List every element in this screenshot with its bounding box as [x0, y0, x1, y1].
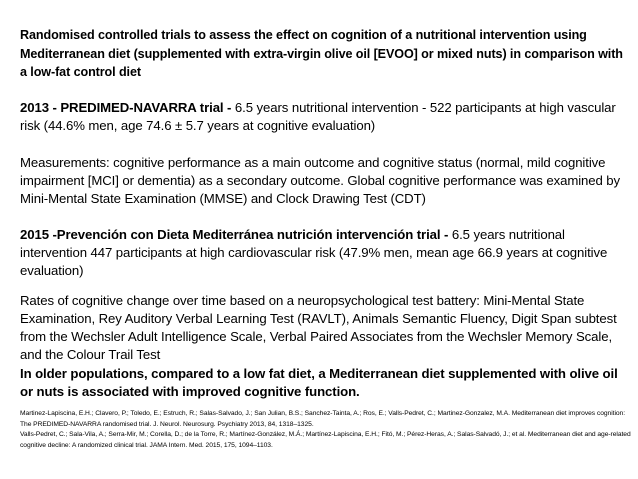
trial-2015-heading: 2015 -Prevención con Dieta Mediterránea nutrición intervención trial - — [20, 227, 452, 242]
rates-paragraph: Rates of cognitive change over time based on a neuropsychological test battery: Mini-Mental State Examination, Rey Auditory Verbal Learning Test (RAVLT), Animals Semantic Fluency, Digit Span subtest from the Wechsler Adult Intelligence Scale, Verbal Paired Associates from the Wechsler Memory Scale, and the Colour Trail Test — [20, 293, 617, 362]
slide-title: Randomised controlled trials to assess the effect on cognition of a nutritional intervention using Mediterranean diet (supplemented with extra-virgin olive oil [EVOO] or mixed nuts) in comparison with a low-fat control diet — [20, 28, 623, 80]
trial-2013-heading: 2013 - PREDIMED-NAVARRA trial - — [20, 100, 235, 115]
trial-2015-paragraph — [20, 226, 626, 279]
conclusion-paragraph: In older populations, compared to a low fat diet, a Mediterranean diet supplemented with olive oil or nuts is associated with improved cognitive function. — [20, 366, 618, 399]
trial-2015-text: 6.5 years nutritional intervention 447 participants at high cardiovascular risk (47.9% men, mean age 66.9 years at cognitive evaluation) — [20, 227, 608, 278]
references — [20, 409, 632, 451]
measurements-paragraph: Measurements: cognitive performance as a main outcome and cognitive status (normal, mild cognitive impairment [MCI] or dementia) as a secondary outcome. Global cognitive performance was examined by Mini-Mental State Examination (MMSE) and Clock Drawing Test (CDT) — [20, 155, 621, 206]
trial-2013-text: 6.5 years nutritional intervention - 522 participants at high vascular risk (44.6% men, age 74.6 ± 5.7 years at cognitive evaluation) — [20, 100, 616, 133]
trial-2013-paragraph — [20, 99, 626, 135]
reference-item: Martinez-Lapiscina, E.H.; Clavero, P.; Toledo, E.; Estruch, R.; Salas-Salvado, J.; San Julian, B.S.; Sanchez-Tainta, A.; Ros, E.; Valls-Pedret, C.; Martinez-Gonzalez, M.A. Mediterranean diet improves cognition: The PREDIMED-NAVARRA randomised trial. J. Neurol. Neurosurg. Psychiatry 2013, 84, 1318–1325. — [20, 410, 626, 428]
reference-item: Valls-Pedret, C.; Sala-Vila, A.; Serra-Mir, M.; Corella, D.; de la Torre, R.; Martínez-González, M.Á.; Martínez-Lapiscina, E.H.; Fitó, M.; Pérez-Heras, A.; Salas-Salvadó, J.; et al. Mediterranean diet and age-related cognitive decline: A randomized clinical trial. JAMA Intern. Med. 2015, 175, 1094–1103. — [20, 431, 631, 449]
